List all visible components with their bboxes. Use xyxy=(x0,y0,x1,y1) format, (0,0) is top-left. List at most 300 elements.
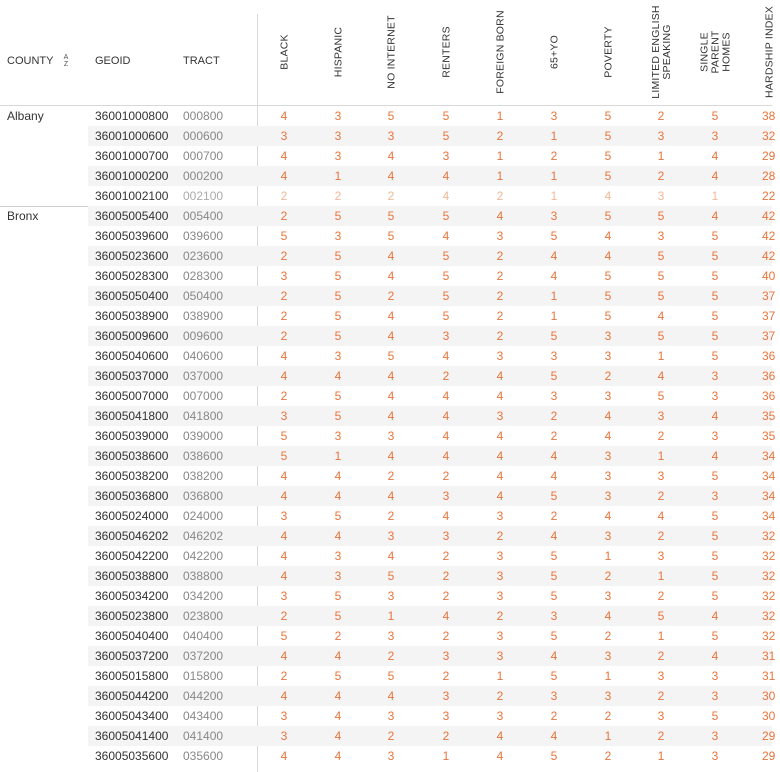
hardship-index-cell: 42 xyxy=(762,209,776,223)
score-cell: 2 xyxy=(280,389,288,403)
score-cell: 3 xyxy=(387,429,395,443)
hardship-index-cell: 30 xyxy=(762,689,776,703)
score-cell: 1 xyxy=(657,569,665,583)
score-cell: 2 xyxy=(657,489,665,503)
score-cell: 3 xyxy=(711,689,719,703)
score-cell: 4 xyxy=(496,469,504,483)
geoid-cell: 36005034200 xyxy=(95,589,169,603)
score-cell: 2 xyxy=(442,369,450,383)
score-cell: 1 xyxy=(711,189,719,203)
table-row[interactable] xyxy=(0,306,776,326)
score-cell: 4 xyxy=(387,309,395,323)
score-cell: 5 xyxy=(711,289,719,303)
hardship-index-cell: 28 xyxy=(762,169,776,183)
geoid-cell: 36005041800 xyxy=(95,409,169,423)
score-cell: 1 xyxy=(496,169,504,183)
hardship-index-cell: 37 xyxy=(762,289,776,303)
score-cell: 3 xyxy=(496,229,504,243)
score-cell: 5 xyxy=(604,149,612,163)
score-cell: 1 xyxy=(387,609,395,623)
score-cell: 5 xyxy=(334,289,342,303)
score-cell: 3 xyxy=(496,569,504,583)
geoid-cell: 36005007000 xyxy=(95,389,169,403)
score-cell: 2 xyxy=(550,149,558,163)
score-cell: 2 xyxy=(442,569,450,583)
score-cell: 5 xyxy=(280,229,288,243)
score-cell: 2 xyxy=(496,309,504,323)
hardship-index-cell: 32 xyxy=(762,529,776,543)
score-cell: 4 xyxy=(711,149,719,163)
hardship-index-cell: 29 xyxy=(762,149,776,163)
score-cell: 4 xyxy=(604,609,612,623)
geoid-cell: 36005040400 xyxy=(95,629,169,643)
score-cell: 5 xyxy=(711,269,719,283)
table-row[interactable] xyxy=(0,666,776,686)
score-cell: 1 xyxy=(657,749,665,763)
score-cell: 3 xyxy=(334,569,342,583)
tract-cell: 042200 xyxy=(183,549,224,563)
score-cell: 4 xyxy=(387,549,395,563)
score-cell: 3 xyxy=(387,709,395,723)
table-row[interactable] xyxy=(0,146,776,166)
score-cell: 4 xyxy=(280,369,288,383)
score-cell: 3 xyxy=(657,129,665,143)
score-cell: 2 xyxy=(442,629,450,643)
score-cell: 5 xyxy=(550,329,558,343)
score-cell: 4 xyxy=(496,429,504,443)
col-header-poverty[interactable]: POVERTY xyxy=(602,26,615,78)
score-cell: 3 xyxy=(657,469,665,483)
score-cell: 4 xyxy=(442,189,450,203)
score-cell: 2 xyxy=(496,609,504,623)
score-cell: 3 xyxy=(280,269,288,283)
score-cell: 3 xyxy=(496,629,504,643)
score-cell: 2 xyxy=(442,729,450,743)
score-cell: 4 xyxy=(334,529,342,543)
table-row[interactable] xyxy=(0,706,776,726)
score-cell: 4 xyxy=(280,529,288,543)
score-cell: 4 xyxy=(604,409,612,423)
score-cell: 4 xyxy=(387,249,395,263)
geoid-cell: 36005039000 xyxy=(95,429,169,443)
table-row[interactable] xyxy=(0,106,776,126)
score-cell: 1 xyxy=(496,149,504,163)
hardship-index-cell: 32 xyxy=(762,589,776,603)
score-cell: 5 xyxy=(657,329,665,343)
tract-cell: 038600 xyxy=(183,449,224,463)
geoid-cell: 36005046202 xyxy=(95,529,169,543)
score-cell: 5 xyxy=(550,569,558,583)
score-cell: 2 xyxy=(387,189,395,203)
table-row[interactable] xyxy=(0,126,776,146)
table-row[interactable] xyxy=(0,186,776,206)
table-row[interactable] xyxy=(0,226,776,246)
col-header-foreign-born[interactable]: FOREIGN BORN xyxy=(494,10,507,94)
score-cell: 1 xyxy=(334,169,342,183)
table-row[interactable] xyxy=(0,686,776,706)
score-cell: 5 xyxy=(711,349,719,363)
score-cell: 2 xyxy=(496,529,504,543)
score-cell: 4 xyxy=(442,169,450,183)
score-cell: 4 xyxy=(604,229,612,243)
score-cell: 4 xyxy=(442,229,450,243)
score-cell: 3 xyxy=(442,529,450,543)
score-cell: 5 xyxy=(442,129,450,143)
table-row[interactable] xyxy=(0,266,776,286)
county-cell: Bronx xyxy=(7,209,39,223)
col-header-hispanic[interactable]: HISPANIC xyxy=(332,26,345,78)
score-cell: 4 xyxy=(442,429,450,443)
score-cell: 5 xyxy=(280,629,288,643)
score-cell: 5 xyxy=(711,509,719,523)
tract-cell: 000200 xyxy=(183,169,224,183)
score-cell: 3 xyxy=(711,389,719,403)
score-cell: 4 xyxy=(496,749,504,763)
score-cell: 2 xyxy=(496,269,504,283)
score-cell: 3 xyxy=(496,549,504,563)
table-row[interactable] xyxy=(0,166,776,186)
score-cell: 2 xyxy=(657,109,665,123)
score-cell: 2 xyxy=(657,529,665,543)
score-cell: 4 xyxy=(280,689,288,703)
table-row[interactable] xyxy=(0,346,776,366)
score-cell: 2 xyxy=(442,669,450,683)
tract-cell: 007000 xyxy=(183,389,224,403)
score-cell: 3 xyxy=(657,409,665,423)
score-cell: 2 xyxy=(657,589,665,603)
table-row[interactable] xyxy=(0,546,776,566)
score-cell: 3 xyxy=(387,749,395,763)
score-cell: 4 xyxy=(334,469,342,483)
sort-icon[interactable]: A Z xyxy=(63,54,69,68)
geoid-cell: 36005035600 xyxy=(95,749,169,763)
score-cell: 2 xyxy=(496,189,504,203)
score-cell: 2 xyxy=(334,629,342,643)
table-row[interactable] xyxy=(0,726,776,746)
score-cell: 1 xyxy=(496,669,504,683)
score-cell: 3 xyxy=(711,489,719,503)
score-cell: 1 xyxy=(604,669,612,683)
score-cell: 3 xyxy=(496,509,504,523)
tract-cell: 038900 xyxy=(183,309,224,323)
geoid-cell: 36005023800 xyxy=(95,609,169,623)
geoid-cell: 36005038600 xyxy=(95,449,169,463)
tract-cell: 041400 xyxy=(183,729,224,743)
score-cell: 2 xyxy=(496,129,504,143)
geoid-cell: 36005037200 xyxy=(95,649,169,663)
score-cell: 4 xyxy=(334,489,342,503)
score-cell: 4 xyxy=(442,389,450,403)
score-cell: 3 xyxy=(550,689,558,703)
score-cell: 4 xyxy=(387,329,395,343)
score-cell: 5 xyxy=(442,209,450,223)
score-cell: 5 xyxy=(604,289,612,303)
tract-cell: 028300 xyxy=(183,269,224,283)
score-cell: 3 xyxy=(442,329,450,343)
score-cell: 5 xyxy=(711,329,719,343)
col-header-single-parent[interactable]: SINGLE PARENT HOMES xyxy=(698,30,733,74)
tract-cell: 023800 xyxy=(183,609,224,623)
hardship-index-cell: 37 xyxy=(762,309,776,323)
score-cell: 3 xyxy=(334,349,342,363)
score-cell: 2 xyxy=(280,189,288,203)
table-row[interactable] xyxy=(0,446,776,466)
score-cell: 3 xyxy=(334,429,342,443)
score-cell: 4 xyxy=(387,689,395,703)
score-cell: 4 xyxy=(387,409,395,423)
score-cell: 4 xyxy=(711,169,719,183)
table-row[interactable] xyxy=(0,366,776,386)
score-cell: 3 xyxy=(496,589,504,603)
score-cell: 4 xyxy=(280,169,288,183)
geoid-header[interactable]: GEOID xyxy=(95,55,131,67)
table-row[interactable] xyxy=(0,746,776,766)
score-cell: 3 xyxy=(711,129,719,143)
score-cell: 5 xyxy=(442,269,450,283)
tract-cell: 038800 xyxy=(183,569,224,583)
hardship-index-cell: 36 xyxy=(762,349,776,363)
table-row[interactable] xyxy=(0,646,776,666)
score-cell: 3 xyxy=(280,589,288,603)
geoid-cell: 36001000700 xyxy=(95,149,169,163)
col-header-renters[interactable]: RENTERS xyxy=(440,26,453,78)
score-cell: 5 xyxy=(550,749,558,763)
score-cell: 2 xyxy=(387,469,395,483)
tract-cell: 005400 xyxy=(183,209,224,223)
tract-cell: 036800 xyxy=(183,489,224,503)
tract-cell: 009600 xyxy=(183,329,224,343)
table-row[interactable] xyxy=(0,606,776,626)
score-cell: 4 xyxy=(334,369,342,383)
score-cell: 2 xyxy=(550,509,558,523)
tract-cell: 024000 xyxy=(183,509,224,523)
score-cell: 3 xyxy=(442,649,450,663)
county-header[interactable]: COUNTY xyxy=(7,55,54,67)
hardship-index-cell: 35 xyxy=(762,429,776,443)
score-cell: 3 xyxy=(657,189,665,203)
table-row[interactable] xyxy=(0,566,776,586)
col-header-hardship-index[interactable]: HARDSHIP INDEX xyxy=(763,6,776,98)
score-cell: 5 xyxy=(657,249,665,263)
score-cell: 5 xyxy=(334,609,342,623)
score-cell: 5 xyxy=(711,309,719,323)
geoid-cell: 36005050400 xyxy=(95,289,169,303)
score-cell: 5 xyxy=(604,309,612,323)
score-cell: 1 xyxy=(550,309,558,323)
score-cell: 4 xyxy=(334,749,342,763)
score-cell: 4 xyxy=(442,609,450,623)
score-cell: 3 xyxy=(711,429,719,443)
score-cell: 5 xyxy=(442,289,450,303)
score-cell: 2 xyxy=(280,209,288,223)
score-cell: 3 xyxy=(604,349,612,363)
score-cell: 5 xyxy=(387,209,395,223)
hardship-index-cell: 36 xyxy=(762,389,776,403)
score-cell: 4 xyxy=(334,649,342,663)
score-cell: 3 xyxy=(334,229,342,243)
score-cell: 5 xyxy=(334,389,342,403)
score-cell: 4 xyxy=(387,149,395,163)
col-header-no-internet[interactable]: NO INTERNET xyxy=(385,15,398,89)
hardship-index-cell: 32 xyxy=(762,609,776,623)
score-cell: 4 xyxy=(604,509,612,523)
hardship-index-cell: 29 xyxy=(762,749,776,763)
score-cell: 3 xyxy=(711,669,719,683)
score-cell: 5 xyxy=(334,669,342,683)
table-row[interactable] xyxy=(0,626,776,646)
table-row[interactable] xyxy=(0,206,776,226)
table-row[interactable] xyxy=(0,426,776,446)
score-cell: 4 xyxy=(550,449,558,463)
table-row[interactable] xyxy=(0,586,776,606)
score-cell: 4 xyxy=(496,209,504,223)
score-cell: 5 xyxy=(334,269,342,283)
score-cell: 2 xyxy=(387,649,395,663)
geoid-cell: 36005039600 xyxy=(95,229,169,243)
score-cell: 4 xyxy=(657,369,665,383)
table-row[interactable] xyxy=(0,506,776,526)
table-row[interactable] xyxy=(0,326,776,346)
score-cell: 3 xyxy=(387,629,395,643)
score-cell: 4 xyxy=(496,389,504,403)
score-cell: 1 xyxy=(496,109,504,123)
tract-cell: 039000 xyxy=(183,429,224,443)
hardship-index-cell: 31 xyxy=(762,649,776,663)
score-cell: 5 xyxy=(550,549,558,563)
score-cell: 5 xyxy=(711,249,719,263)
score-cell: 5 xyxy=(711,589,719,603)
tract-cell: 037000 xyxy=(183,369,224,383)
score-cell: 2 xyxy=(280,329,288,343)
score-cell: 5 xyxy=(387,669,395,683)
score-cell: 4 xyxy=(657,309,665,323)
tract-cell: 046202 xyxy=(183,529,224,543)
score-cell: 4 xyxy=(550,269,558,283)
table-row[interactable] xyxy=(0,246,776,266)
score-cell: 3 xyxy=(657,709,665,723)
score-cell: 5 xyxy=(442,249,450,263)
county-cell: Albany xyxy=(7,109,44,123)
score-cell: 4 xyxy=(442,449,450,463)
tract-cell: 038200 xyxy=(183,469,224,483)
score-cell: 2 xyxy=(280,289,288,303)
table-row[interactable] xyxy=(0,466,776,486)
score-cell: 3 xyxy=(334,149,342,163)
tract-cell: 002100 xyxy=(183,189,224,203)
score-cell: 4 xyxy=(334,729,342,743)
score-cell: 3 xyxy=(442,149,450,163)
hardship-index-cell: 37 xyxy=(762,329,776,343)
hardship-index-cell: 32 xyxy=(762,569,776,583)
score-cell: 1 xyxy=(604,729,612,743)
tract-cell: 000600 xyxy=(183,129,224,143)
score-cell: 3 xyxy=(387,589,395,603)
hardship-index-cell: 32 xyxy=(762,549,776,563)
score-cell: 2 xyxy=(550,409,558,423)
tract-cell: 023600 xyxy=(183,249,224,263)
score-cell: 2 xyxy=(550,429,558,443)
score-cell: 2 xyxy=(442,469,450,483)
score-cell: 2 xyxy=(604,749,612,763)
score-cell: 4 xyxy=(387,389,395,403)
score-cell: 2 xyxy=(496,689,504,703)
score-cell: 5 xyxy=(711,569,719,583)
score-cell: 2 xyxy=(604,569,612,583)
hardship-index-cell: 30 xyxy=(762,709,776,723)
hardship-index-cell: 34 xyxy=(762,449,776,463)
score-cell: 2 xyxy=(657,689,665,703)
score-cell: 5 xyxy=(387,229,395,243)
score-cell: 5 xyxy=(604,269,612,283)
hardship-index-cell: 35 xyxy=(762,409,776,423)
score-cell: 5 xyxy=(711,469,719,483)
hardship-index-cell: 32 xyxy=(762,629,776,643)
hardship-index-cell: 34 xyxy=(762,489,776,503)
tract-cell: 043400 xyxy=(183,709,224,723)
score-cell: 5 xyxy=(711,709,719,723)
geoid-cell: 36001000200 xyxy=(95,169,169,183)
score-cell: 5 xyxy=(550,629,558,643)
tract-header[interactable]: TRACT xyxy=(183,55,220,67)
table-row[interactable] xyxy=(0,486,776,506)
score-cell: 2 xyxy=(280,249,288,263)
col-header-limited-english[interactable]: LIMITED ENGLISH SPEAKING xyxy=(650,5,673,99)
table-row[interactable] xyxy=(0,406,776,426)
score-cell: 3 xyxy=(604,489,612,503)
geoid-cell: 36001000800 xyxy=(95,109,169,123)
table-row[interactable] xyxy=(0,286,776,306)
score-cell: 4 xyxy=(496,369,504,383)
score-cell: 3 xyxy=(280,709,288,723)
score-cell: 3 xyxy=(711,729,719,743)
score-cell: 5 xyxy=(334,589,342,603)
col-header-65yo[interactable]: 65+YO xyxy=(548,35,561,69)
score-cell: 2 xyxy=(280,609,288,623)
score-cell: 2 xyxy=(334,189,342,203)
score-cell: 2 xyxy=(442,589,450,603)
tract-cell: 034200 xyxy=(183,589,224,603)
tract-cell: 035600 xyxy=(183,749,224,763)
score-cell: 5 xyxy=(711,629,719,643)
geoid-cell: 36005009600 xyxy=(95,329,169,343)
score-cell: 2 xyxy=(604,369,612,383)
table-row[interactable] xyxy=(0,386,776,406)
score-cell: 3 xyxy=(604,529,612,543)
geoid-cell: 36005005400 xyxy=(95,209,169,223)
table-row[interactable] xyxy=(0,526,776,546)
score-cell: 3 xyxy=(657,549,665,563)
score-cell: 3 xyxy=(387,129,395,143)
score-cell: 3 xyxy=(604,689,612,703)
score-cell: 5 xyxy=(280,449,288,463)
score-cell: 4 xyxy=(280,649,288,663)
score-cell: 3 xyxy=(496,709,504,723)
score-cell: 4 xyxy=(496,729,504,743)
score-cell: 4 xyxy=(442,349,450,363)
score-cell: 4 xyxy=(711,609,719,623)
score-cell: 2 xyxy=(442,549,450,563)
score-cell: 5 xyxy=(657,209,665,223)
score-cell: 5 xyxy=(604,109,612,123)
tract-cell: 044200 xyxy=(183,689,224,703)
col-header-black[interactable]: BLACK xyxy=(278,34,291,70)
score-cell: 5 xyxy=(387,349,395,363)
score-cell: 1 xyxy=(550,189,558,203)
score-cell: 4 xyxy=(387,169,395,183)
score-cell: 3 xyxy=(604,389,612,403)
score-cell: 5 xyxy=(442,309,450,323)
score-cell: 3 xyxy=(334,129,342,143)
